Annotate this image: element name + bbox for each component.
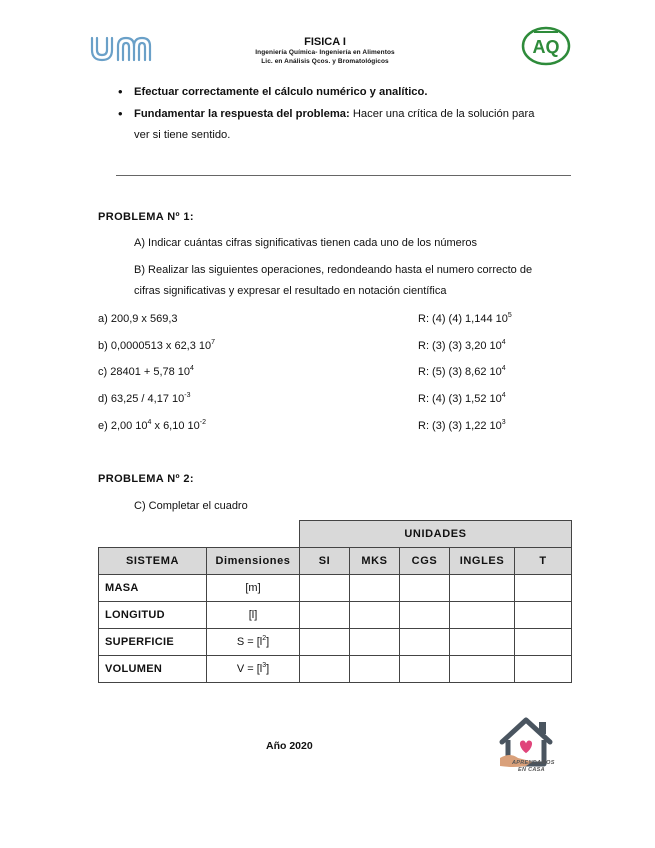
row-label-volumen: VOLUMEN	[99, 656, 207, 683]
col-header-t: T	[515, 548, 572, 575]
cell-ingles[interactable]	[450, 602, 515, 629]
cell-cgs[interactable]	[400, 575, 450, 602]
exercise-c-answer: R: (5) (3) 8,62 $10^4$	[418, 365, 506, 378]
problem-1-part-a: A) Indicar cuántas cifras significativas tienen cada uno de los números	[134, 237, 478, 249]
table-group-header-row	[99, 521, 572, 548]
col-header-sistema: SISTEMA	[99, 548, 207, 575]
cell-mks[interactable]	[350, 575, 400, 602]
heart-icon	[519, 740, 532, 754]
university-logo	[88, 30, 158, 66]
exercise-d-question: d) 63,25 / 4,17 $10^{-3}$	[98, 392, 191, 405]
course-subtitle-1: Ingeniería Química- Ingeniería en Alimentos	[255, 49, 395, 56]
bullet-dot-icon: •	[118, 106, 123, 121]
exercise-a-answer: R: (4) (4) 1,144 $10^5$	[418, 312, 512, 325]
cell-mks[interactable]	[350, 602, 400, 629]
exercise-d-answer: R: (4) (3) 1,52 $10^4$	[418, 392, 506, 405]
problem-2-title: PROBLEMA Nº 2:	[98, 473, 194, 485]
cell-ingles[interactable]	[450, 629, 515, 656]
cell-si[interactable]	[300, 602, 350, 629]
cell-t[interactable]	[515, 656, 572, 683]
table-row	[99, 575, 572, 602]
bullet-2-text-line2: ver si tiene sentido.	[134, 129, 231, 141]
row-label-longitud: LONGITUD	[99, 602, 207, 629]
bullet-2-text: Hacer una crítica de la solución para	[349, 108, 535, 120]
cell-si[interactable]	[300, 575, 350, 602]
cell-t[interactable]	[515, 575, 572, 602]
exercise-e-question: e) 2,00 $10^4$ x 6,10 $10^{-2}$	[98, 419, 207, 432]
department-logo	[520, 24, 572, 66]
row-label-masa: MASA	[99, 575, 207, 602]
table-row	[99, 602, 572, 629]
row-dim-volumen: $V = [l^3]$	[207, 656, 300, 683]
cell-ingles[interactable]	[450, 575, 515, 602]
cell-cgs[interactable]	[400, 656, 450, 683]
badge-text-1: APRENDAMOS	[512, 760, 555, 766]
units-group-header: UNIDADES	[300, 521, 572, 548]
problem-1-part-b-line2: cifras significativas y expresar el resultado en notación científica	[134, 285, 447, 297]
cell-mks[interactable]	[350, 629, 400, 656]
exercise-b-answer: R: (3) (3) 3,20 $10^4$	[418, 339, 506, 352]
footer-year: Año 2020	[266, 740, 313, 752]
exercise-b-question: b) 0,0000513 x 62,3 $10^7$	[98, 339, 216, 352]
cell-si[interactable]	[300, 629, 350, 656]
course-title: FISICA I	[304, 36, 346, 48]
cell-cgs[interactable]	[400, 629, 450, 656]
problem-1-part-b-line1: B) Realizar las siguientes operaciones, redondeando hasta el numero correcto de	[134, 264, 533, 276]
bullet-dot-icon: •	[118, 84, 123, 99]
department-logo-text: AQ	[532, 37, 560, 57]
cell-t[interactable]	[515, 629, 572, 656]
cell-si[interactable]	[300, 656, 350, 683]
course-subtitle-2: Lic. en Análisis Qcos. y Bromatológicos	[261, 58, 389, 65]
col-header-si: SI	[300, 548, 350, 575]
table-header-row	[99, 548, 572, 575]
bullet-item-1	[0, 86, 655, 100]
exercise-e-answer: R: (3) (3) 1,22 $10^3$	[418, 419, 506, 432]
section-divider	[116, 175, 571, 176]
cell-mks[interactable]	[350, 656, 400, 683]
exercise-c-question: c) 28401 + 5,78 $10^4$	[98, 365, 194, 378]
row-label-superficie: SUPERFICIE	[99, 629, 207, 656]
problem-2-part-c: C) Completar el cuadro	[134, 500, 248, 512]
table-row	[99, 656, 572, 683]
col-header-ingles: INGLES	[450, 548, 515, 575]
col-header-dimensiones: Dimensiones	[207, 548, 300, 575]
badge-text-2: EN CASA	[518, 767, 545, 773]
bullet-1-bold: Efectuar correctamente el cálculo numérico y analítico.	[134, 86, 428, 98]
col-header-cgs: CGS	[400, 548, 450, 575]
bullet-item-2	[0, 108, 655, 122]
problem-1-title: PROBLEMA Nº 1:	[98, 211, 194, 223]
row-dim-superficie: $S = [l^2]$	[207, 629, 300, 656]
table-row	[99, 629, 572, 656]
row-dim-longitud: [l]	[207, 602, 300, 629]
row-dim-masa: [m]	[207, 575, 300, 602]
exercise-a-question: a) 200,9 x 569,3	[98, 313, 178, 325]
col-header-mks: MKS	[350, 548, 400, 575]
cell-ingles[interactable]	[450, 656, 515, 683]
bullet-2-bold: Fundamentar la respuesta del problema:	[134, 108, 350, 120]
cell-t[interactable]	[515, 602, 572, 629]
cell-cgs[interactable]	[400, 602, 450, 629]
units-table	[98, 520, 572, 683]
